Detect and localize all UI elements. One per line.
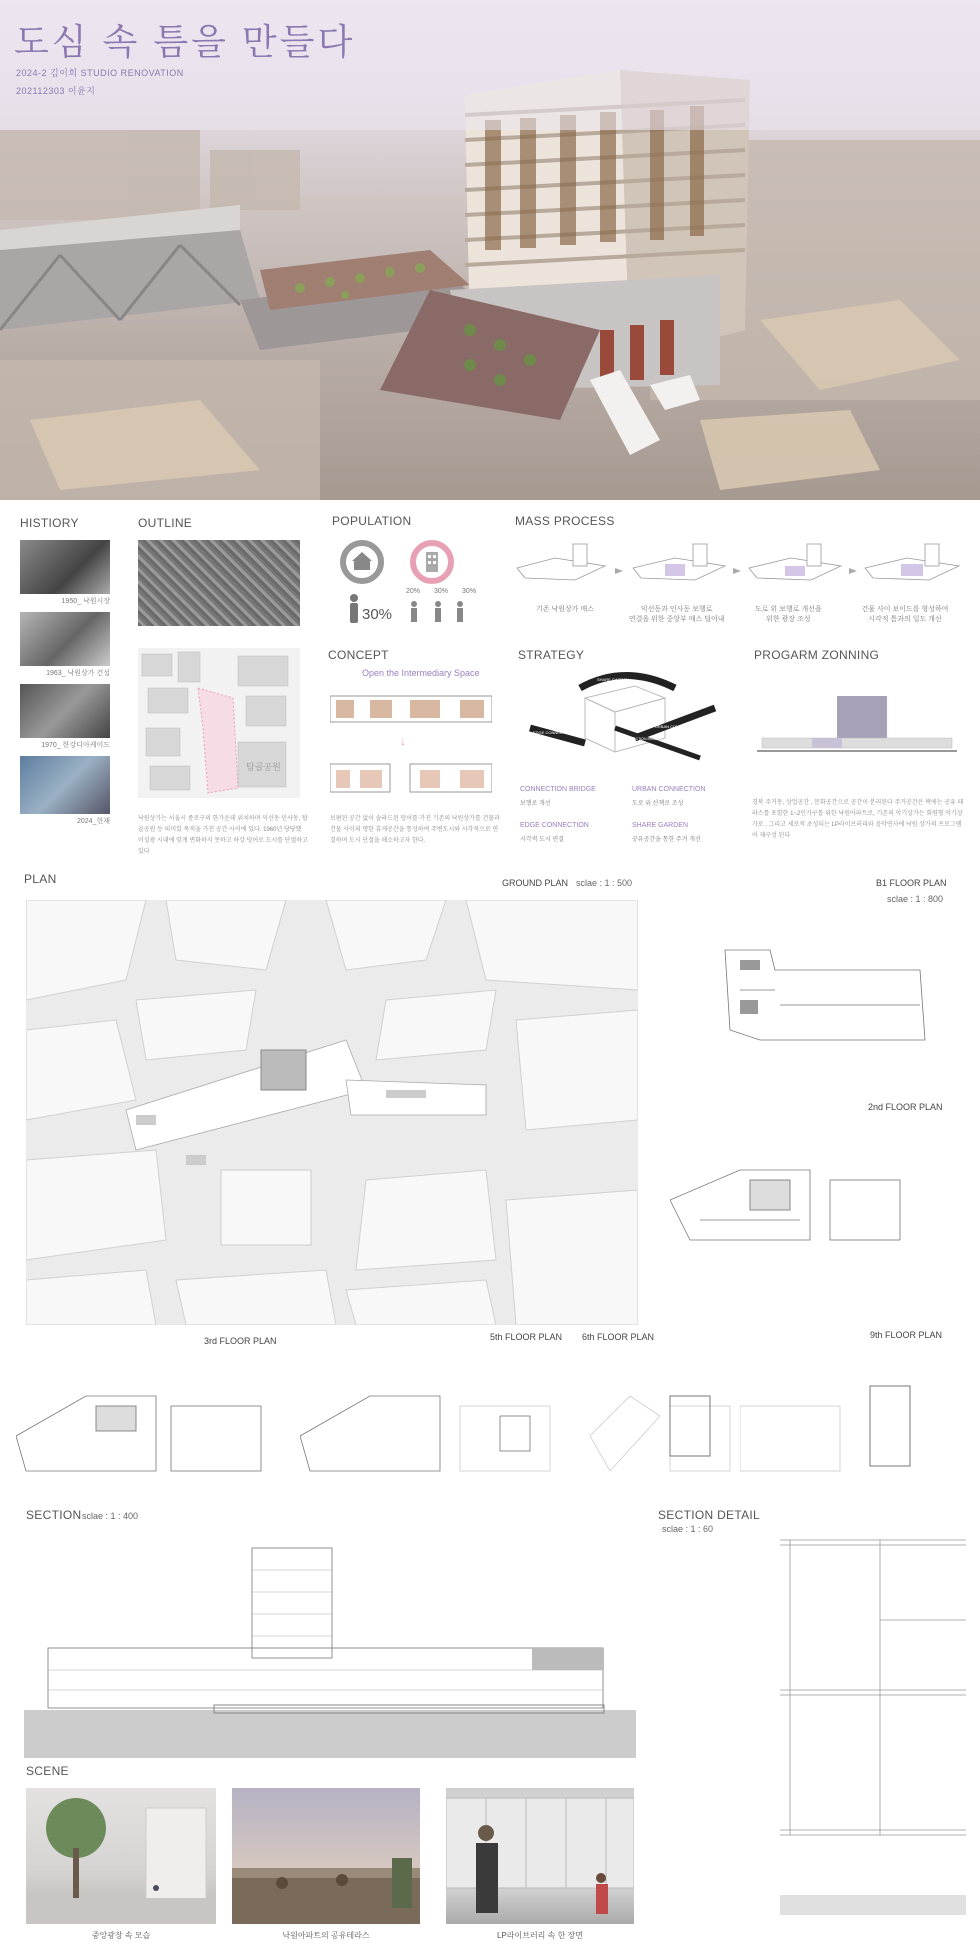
second-floor-drawing [670, 1140, 940, 1250]
second-floor-label: 2nd FLOOR PLAN [868, 1102, 943, 1112]
history-caption: 1963_ 낙원상가 건설 [46, 670, 110, 677]
ground-plan-label: GROUND PLAN [502, 878, 569, 888]
pct-label: 20% [406, 588, 421, 595]
concept-tagline: Open the Intermediary Space [362, 668, 480, 678]
home-icon [340, 540, 384, 584]
strategy-item-title: CONNECTION BRIDGE [520, 786, 596, 793]
b1-plan-label: B1 FLOOR PLAN [876, 878, 947, 888]
people-icons [408, 600, 468, 629]
outline-text: 낙원상가는 서울시 종로구의 한가운데 위치하며 익선동 인사동, 탑골공원 등 의미있 목적을 가진 공간 사이에 있다. 1960년 당당했 이성광 시대에 맞게 변화하지 못하고 하강 덩어로 도시를 단절하고 있다 [138, 816, 308, 855]
concept-diagram-after [330, 756, 492, 798]
concept-heading: CONCEPT [328, 648, 389, 662]
scene-image-library [446, 1788, 634, 1924]
scene-image-plaza [26, 1788, 216, 1924]
mass-step: 익선동과 인사동 보행로 연결을 위한 중앙부 매스 덜어내 [628, 606, 725, 623]
history-photo-1950 [20, 540, 110, 594]
program-text: 경북 주거동, 상업공간 , 문화공간으로 공간이 분리된다 주거공간은 택에는 공유 테라스를 포함한 1~2인가구를 위한 낙원아파트로, 기존의 악기상가는 회원형 악기상가로 , 그리고 세로적 초성되는 LP라이브러리와 음악연사에 낙원 상가의 프로그램이 제구성 된다 [752, 800, 964, 839]
pct-label: 30% [462, 588, 477, 595]
mass-diagrams [515, 540, 965, 590]
history-heading: HISTIORY [20, 516, 79, 530]
sixth-floor-label: 6th FLOOR PLAN [582, 1332, 655, 1342]
arrow-down-icon: ↓ [400, 734, 406, 748]
ground-plan-scale: sclae : 1 : 500 [576, 878, 633, 888]
strategy-arrow-label: URBAN CONNECTION [655, 724, 698, 729]
history-photo-1970 [20, 684, 110, 738]
program-heading: PROGARM ZONNING [754, 648, 880, 662]
section-drawing [24, 1540, 636, 1758]
strategy-arrow-label: EDGE CONNECTION [533, 730, 573, 735]
fifth-floor-label: 5th FLOOR PLAN [490, 1332, 563, 1342]
fifth-floor-drawing [300, 1376, 570, 1476]
concept-text: 보편된 공간 없이 솔라드된 덩어를 가진 기존의 낙원상가를 건물과 건물 사이의 명한 휴게공간을 통성하여 주변도시와 시각적으로 연결하며 도시 단절을 해소하고자 한다. [330, 816, 500, 844]
plan-heading: PLAN [24, 872, 57, 886]
strategy-item-desc: 보행로 개선 [520, 801, 551, 807]
history-caption: 2024_현재 [77, 818, 110, 825]
strategy-item-desc: 시각적 도시 연결 [520, 837, 564, 843]
aerial-photo [138, 540, 300, 626]
map-label: 탑골공원 [246, 762, 281, 772]
ninth-floor-label: 9th FLOOR PLAN [870, 1330, 943, 1340]
elderly-person-icon [346, 594, 362, 629]
author-line: 202112303 이윤지 [16, 86, 96, 96]
mass-step: 도로 위 보행로 개선을 위한 광장 조성 [754, 606, 822, 623]
ninth-floor-drawing [740, 1376, 940, 1476]
sixth-floor-drawing [590, 1376, 740, 1476]
strategy-diagram [525, 668, 725, 768]
strategy-arrow-label: SHARE GARDEN [597, 677, 630, 682]
scene-caption: 낙원아파트의 공유테라스 [282, 1931, 370, 1940]
concept-diagram-before [330, 688, 492, 728]
history-photo-2024 [20, 756, 110, 814]
history-column [20, 540, 110, 826]
history-photo-1963 [20, 612, 110, 666]
scene-heading: SCENE [26, 1764, 69, 1778]
section-scale: sclae : 1 : 400 [82, 1511, 139, 1521]
b1-plan-drawing [720, 930, 930, 1050]
mass-step: 기존 낙원상가 매스 [536, 606, 594, 613]
third-floor-drawing [16, 1376, 286, 1476]
strategy-arrow-label: CONNECTION BRIDGE [623, 737, 661, 741]
section-detail-drawing [780, 1500, 966, 1915]
outline-heading: OUTLINE [138, 516, 193, 530]
program-zoning-diagram [752, 692, 962, 762]
strategy-item-desc: 도로 위 산책로 조성 [632, 801, 684, 807]
scene-caption: 중앙광장 속 모습 [91, 1931, 151, 1940]
strategy-item-desc: 공유공간을 통한 주거 개선 [632, 837, 701, 843]
history-caption: 1970_ 한강디아케이드 [41, 742, 110, 749]
studio-line: 2024-2 김이희 STUDIO RENOVATION [16, 68, 184, 78]
history-caption: 1950_ 낙원시장 [61, 598, 110, 605]
scene-caption: LP라이브러리 속 한 장면 [496, 1931, 583, 1940]
ground-plan-drawing [26, 900, 638, 1325]
strategy-item-title: URBAN CONNECTION [632, 786, 706, 793]
section-heading: SECTION [26, 1508, 82, 1522]
strategy-item-title: SHARE GARDEN [632, 822, 689, 829]
page-title: 도심 속 틈을 만들다 [14, 21, 356, 62]
mass-captions [515, 604, 965, 624]
strategy-item-title: EDGE CONNECTION [520, 822, 589, 829]
scene-image-terrace [232, 1788, 420, 1924]
population-percentages [406, 588, 476, 595]
pct-label: 30% [434, 588, 449, 595]
third-floor-label: 3rd FLOOR PLAN [204, 1336, 277, 1346]
elderly-percentage: 30% [362, 606, 393, 623]
strategy-heading: STRATEGY [518, 648, 585, 662]
population-heading: POPULATION [332, 514, 412, 528]
building-icon [410, 540, 454, 584]
section-detail-scale: sclae : 1 : 60 [662, 1524, 714, 1534]
site-map [138, 648, 300, 798]
mass-step: 건물 사이 보이드를 형성하여 시각적 틈과의 일도 개선 [861, 606, 949, 623]
section-detail-heading: SECTION DETAIL [658, 1508, 760, 1522]
mass-heading: MASS PROCESS [515, 514, 615, 528]
b1-plan-scale: sclae : 1 : 800 [887, 894, 944, 904]
